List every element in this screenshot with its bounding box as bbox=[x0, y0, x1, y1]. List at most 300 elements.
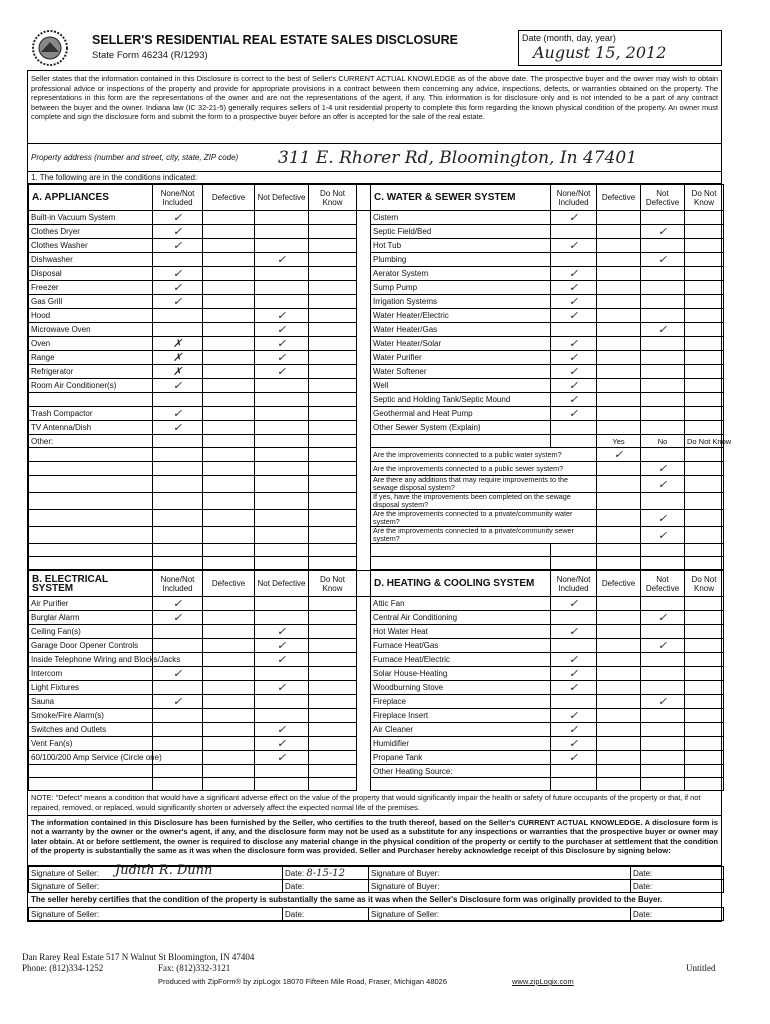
heating.rows.5.m-mark-3[interactable] bbox=[685, 667, 724, 681]
water.rows.10.m-mark-3[interactable] bbox=[685, 351, 724, 365]
heating.rows.4.m-mark-0[interactable]: ✓ bbox=[551, 653, 597, 667]
empty-cell[interactable] bbox=[255, 778, 309, 791]
water.rows.6.m-mark-1[interactable] bbox=[597, 295, 641, 309]
heating.rows.8.m-mark-1[interactable] bbox=[597, 709, 641, 723]
empty-cell[interactable] bbox=[255, 448, 309, 462]
electrical.rows.1.m-mark-2[interactable] bbox=[255, 611, 309, 625]
appliances.rows.4.m-mark-3[interactable] bbox=[309, 267, 357, 281]
water.rows.3.m-mark-1[interactable] bbox=[597, 253, 641, 267]
water.questions.3.m-mark-1[interactable] bbox=[641, 493, 685, 510]
electrical.rows.2.m-mark-0[interactable] bbox=[153, 625, 203, 639]
appliances.rows.1.m-mark-3[interactable] bbox=[309, 225, 357, 239]
heating.rows.3.m-mark-3[interactable] bbox=[685, 639, 724, 653]
appliances.rows.2.m-mark-1[interactable] bbox=[203, 239, 255, 253]
heating.rows.2.m-mark-2[interactable] bbox=[641, 625, 685, 639]
appliances.rows.0.m-mark-1[interactable] bbox=[203, 211, 255, 225]
electrical.rows.3.m-mark-1[interactable] bbox=[203, 639, 255, 653]
seller-signature-field-2[interactable]: Signature of Seller: bbox=[29, 880, 283, 893]
water.rows.13.m-mark-1[interactable] bbox=[597, 393, 641, 407]
water.rows.5.m-mark-3[interactable] bbox=[685, 281, 724, 295]
heating.rows.0.m-mark-0[interactable]: ✓ bbox=[551, 597, 597, 611]
empty-cell[interactable] bbox=[153, 510, 203, 527]
appliances.rows.0.m-mark-0[interactable]: ✓ bbox=[153, 211, 203, 225]
heating.rows.2.m-mark-0[interactable]: ✓ bbox=[551, 625, 597, 639]
water.rows.8.m-mark-1[interactable] bbox=[597, 323, 641, 337]
water.rows.10.m-mark-0[interactable]: ✓ bbox=[551, 351, 597, 365]
appliances.rows.7.m-mark-0[interactable] bbox=[153, 309, 203, 323]
water.rows.5.m-mark-2[interactable] bbox=[641, 281, 685, 295]
electrical.rows.7.m-mark-1[interactable] bbox=[203, 695, 255, 709]
heating.rows.12.m-mark-0[interactable] bbox=[551, 765, 597, 778]
water.questions.1.m-mark-0[interactable] bbox=[597, 462, 641, 476]
water.questions.1.m-mark-1[interactable]: ✓ bbox=[641, 462, 685, 476]
appliances.rows.7.m-mark-1[interactable] bbox=[203, 309, 255, 323]
electrical.rows.10.m-mark-2[interactable]: ✓ bbox=[255, 737, 309, 751]
heating.rows.3.m-mark-2[interactable]: ✓ bbox=[641, 639, 685, 653]
heating.rows.6.m-mark-2[interactable] bbox=[641, 681, 685, 695]
heating.rows.4.m-mark-1[interactable] bbox=[597, 653, 641, 667]
water.rows.2.m-mark-0[interactable]: ✓ bbox=[551, 239, 597, 253]
water.rows.0.m-mark-3[interactable] bbox=[685, 211, 724, 225]
water.rows.3.m-mark-2[interactable]: ✓ bbox=[641, 253, 685, 267]
water.rows.14.m-mark-3[interactable] bbox=[685, 407, 724, 421]
empty-cell[interactable] bbox=[685, 544, 724, 557]
water.rows.9.m-mark-3[interactable] bbox=[685, 337, 724, 351]
heating.rows.4.m-mark-3[interactable] bbox=[685, 653, 724, 667]
empty-cell[interactable] bbox=[203, 527, 255, 544]
heating.rows.11.m-mark-1[interactable] bbox=[597, 751, 641, 765]
empty-cell[interactable] bbox=[153, 544, 203, 557]
heating.rows.9.m-mark-1[interactable] bbox=[597, 723, 641, 737]
buyer-signature-field[interactable]: Signature of Buyer: bbox=[369, 867, 631, 880]
electrical.rows.7.m-mark-2[interactable] bbox=[255, 695, 309, 709]
water.rows.7.m-mark-2[interactable] bbox=[641, 309, 685, 323]
appliances.rows.12.m-mark-0[interactable]: ✓ bbox=[153, 379, 203, 393]
heating.rows.2.m-mark-3[interactable] bbox=[685, 625, 724, 639]
electrical.rows.2.m-mark-2[interactable]: ✓ bbox=[255, 625, 309, 639]
heating.rows.4.m-mark-2[interactable] bbox=[641, 653, 685, 667]
appliances.rows.1.m-mark-2[interactable] bbox=[255, 225, 309, 239]
empty-cell[interactable] bbox=[309, 765, 357, 778]
empty-cell[interactable] bbox=[255, 544, 309, 557]
appliances.rows.10.m-mark-3[interactable] bbox=[309, 351, 357, 365]
appliances.rows.9.m-mark-3[interactable] bbox=[309, 337, 357, 351]
electrical.rows.10.m-mark-0[interactable] bbox=[153, 737, 203, 751]
water.questions.3.m-mark-0[interactable] bbox=[597, 493, 641, 510]
water.rows.8.m-mark-0[interactable] bbox=[551, 323, 597, 337]
heating.rows.12.m-mark-1[interactable] bbox=[597, 765, 641, 778]
electrical.rows.0.m-mark-3[interactable] bbox=[309, 597, 357, 611]
heating.rows.7.m-mark-0[interactable] bbox=[551, 695, 597, 709]
heating.rows.11.m-mark-2[interactable] bbox=[641, 751, 685, 765]
heating.rows.6.m-mark-1[interactable] bbox=[597, 681, 641, 695]
appliances.rows.1.m-mark-0[interactable]: ✓ bbox=[153, 225, 203, 239]
appliances.rows.11.m-mark-3[interactable] bbox=[309, 365, 357, 379]
water.rows.9.m-mark-1[interactable] bbox=[597, 337, 641, 351]
property-address-value[interactable]: 311 E. Rhorer Rd, Bloomington, In 47401 bbox=[278, 148, 638, 168]
water.rows.1.m-mark-3[interactable] bbox=[685, 225, 724, 239]
appliances.rows.5.m-mark-0[interactable]: ✓ bbox=[153, 281, 203, 295]
empty-cell[interactable] bbox=[309, 527, 357, 544]
electrical.rows.10.m-mark-1[interactable] bbox=[203, 737, 255, 751]
electrical.rows.11.m-mark-3[interactable] bbox=[309, 751, 357, 765]
appliances.rows.14.m-mark-1[interactable] bbox=[203, 407, 255, 421]
appliances.rows.6.m-mark-2[interactable] bbox=[255, 295, 309, 309]
electrical.rows.0.m-mark-0[interactable]: ✓ bbox=[153, 597, 203, 611]
appliances.rows.8.m-mark-1[interactable] bbox=[203, 323, 255, 337]
heating.rows.11.m-mark-3[interactable] bbox=[685, 751, 724, 765]
electrical.rows.5.m-mark-2[interactable] bbox=[255, 667, 309, 681]
water.rows.14.m-mark-0[interactable]: ✓ bbox=[551, 407, 597, 421]
appliances.rows.6.m-mark-1[interactable] bbox=[203, 295, 255, 309]
electrical.rows.7.m-mark-3[interactable] bbox=[309, 695, 357, 709]
empty-cell[interactable] bbox=[153, 527, 203, 544]
water.rows.7.m-mark-1[interactable] bbox=[597, 309, 641, 323]
appliances.rows.12.m-mark-3[interactable] bbox=[309, 379, 357, 393]
appliances.rows.2.m-mark-0[interactable]: ✓ bbox=[153, 239, 203, 253]
buyer-date-field-2[interactable]: Date: bbox=[631, 880, 724, 893]
water.rows.11.m-mark-3[interactable] bbox=[685, 365, 724, 379]
heating.rows.2.m-mark-1[interactable] bbox=[597, 625, 641, 639]
heating.rows.11.m-mark-0[interactable]: ✓ bbox=[551, 751, 597, 765]
empty-cell[interactable] bbox=[203, 544, 255, 557]
appliances.rows.4.m-mark-1[interactable] bbox=[203, 267, 255, 281]
empty-cell[interactable] bbox=[685, 557, 724, 570]
water.rows.6.m-mark-3[interactable] bbox=[685, 295, 724, 309]
water.rows.9.m-mark-2[interactable] bbox=[641, 337, 685, 351]
seller-date-field[interactable] bbox=[283, 867, 369, 880]
water.rows.7.m-mark-3[interactable] bbox=[685, 309, 724, 323]
heating.rows.3.m-mark-1[interactable] bbox=[597, 639, 641, 653]
electrical.rows.8.m-mark-0[interactable] bbox=[153, 709, 203, 723]
water.rows.13.m-mark-0[interactable]: ✓ bbox=[551, 393, 597, 407]
appliances.rows.16.m-mark-3[interactable] bbox=[309, 435, 357, 448]
appliances.rows.13.m-mark-3[interactable] bbox=[309, 393, 357, 407]
water.rows.12.m-mark-2[interactable] bbox=[641, 379, 685, 393]
empty-cell[interactable] bbox=[255, 462, 309, 476]
appliances.rows.5.m-mark-2[interactable] bbox=[255, 281, 309, 295]
water.rows.3.m-mark-0[interactable] bbox=[551, 253, 597, 267]
appliances.rows.12.m-mark-2[interactable] bbox=[255, 379, 309, 393]
water.questions.5.m-mark-0[interactable] bbox=[597, 527, 641, 544]
appliances.rows.3.m-mark-2[interactable]: ✓ bbox=[255, 253, 309, 267]
appliances.rows.11.m-mark-2[interactable]: ✓ bbox=[255, 365, 309, 379]
appliances.rows.3.m-mark-3[interactable] bbox=[309, 253, 357, 267]
empty-cell[interactable] bbox=[551, 778, 597, 791]
water.questions.1.m-mark-2[interactable] bbox=[685, 462, 724, 476]
appliances.rows.13.m-mark-0[interactable] bbox=[153, 393, 203, 407]
water.questions.4.m-mark-1[interactable]: ✓ bbox=[641, 510, 685, 527]
water.questions.5.m-mark-2[interactable] bbox=[685, 527, 724, 544]
water.rows.15.m-mark-0[interactable] bbox=[551, 421, 597, 435]
empty-cell[interactable] bbox=[255, 527, 309, 544]
water.rows.12.m-mark-0[interactable]: ✓ bbox=[551, 379, 597, 393]
water.rows.15.m-mark-3[interactable] bbox=[685, 421, 724, 435]
appliances.rows.9.m-mark-0[interactable]: ✗ bbox=[153, 337, 203, 351]
appliances.rows.4.m-mark-2[interactable] bbox=[255, 267, 309, 281]
electrical.rows.7.m-mark-0[interactable]: ✓ bbox=[153, 695, 203, 709]
water.rows.0.m-mark-2[interactable] bbox=[641, 211, 685, 225]
appliances.rows.5.m-mark-1[interactable] bbox=[203, 281, 255, 295]
empty-cell[interactable] bbox=[641, 544, 685, 557]
electrical.rows.3.m-mark-2[interactable]: ✓ bbox=[255, 639, 309, 653]
water.rows.1.m-mark-2[interactable]: ✓ bbox=[641, 225, 685, 239]
electrical.rows.6.m-mark-0[interactable] bbox=[153, 681, 203, 695]
empty-cell[interactable] bbox=[153, 462, 203, 476]
electrical.rows.4.m-mark-3[interactable] bbox=[309, 653, 357, 667]
seller-signature-field-4[interactable]: Signature of Seller: bbox=[369, 908, 631, 921]
electrical.rows.4.m-mark-1[interactable] bbox=[203, 653, 255, 667]
water.questions.2.m-mark-1[interactable]: ✓ bbox=[641, 476, 685, 493]
empty-cell[interactable] bbox=[309, 510, 357, 527]
electrical.rows.2.m-mark-3[interactable] bbox=[309, 625, 357, 639]
appliances.rows.7.m-mark-2[interactable]: ✓ bbox=[255, 309, 309, 323]
heating.rows.5.m-mark-1[interactable] bbox=[597, 667, 641, 681]
water.questions.0.m-mark-2[interactable] bbox=[685, 448, 724, 462]
appliances.rows.14.m-mark-3[interactable] bbox=[309, 407, 357, 421]
seller-signature-field[interactable] bbox=[29, 863, 283, 880]
electrical.rows.8.m-mark-2[interactable] bbox=[255, 709, 309, 723]
water.questions.2.m-mark-2[interactable] bbox=[685, 476, 724, 493]
appliances.rows.10.m-mark-0[interactable]: ✗ bbox=[153, 351, 203, 365]
empty-cell[interactable] bbox=[203, 448, 255, 462]
empty-cell[interactable] bbox=[203, 493, 255, 510]
empty-cell[interactable] bbox=[255, 557, 309, 570]
seller-signature-field-3[interactable]: Signature of Seller: bbox=[29, 908, 283, 921]
water.rows.11.m-mark-0[interactable]: ✓ bbox=[551, 365, 597, 379]
heating.rows.1.m-mark-2[interactable]: ✓ bbox=[641, 611, 685, 625]
appliances.rows.12.m-mark-1[interactable] bbox=[203, 379, 255, 393]
appliances.rows.10.m-mark-2[interactable]: ✓ bbox=[255, 351, 309, 365]
electrical.rows.9.m-mark-0[interactable] bbox=[153, 723, 203, 737]
appliances.rows.7.m-mark-3[interactable] bbox=[309, 309, 357, 323]
appliances.rows.5.m-mark-3[interactable] bbox=[309, 281, 357, 295]
water.rows.3.m-mark-3[interactable] bbox=[685, 253, 724, 267]
buyer-date-field[interactable]: Date: bbox=[631, 867, 724, 880]
empty-cell[interactable] bbox=[685, 778, 724, 791]
heating.rows.7.m-mark-3[interactable] bbox=[685, 695, 724, 709]
empty-cell[interactable] bbox=[153, 448, 203, 462]
electrical.rows.10.m-mark-3[interactable] bbox=[309, 737, 357, 751]
water.rows.2.m-mark-1[interactable] bbox=[597, 239, 641, 253]
heating.rows.7.m-mark-1[interactable] bbox=[597, 695, 641, 709]
appliances.rows.16.m-mark-0[interactable] bbox=[153, 435, 203, 448]
water.rows.4.m-mark-1[interactable] bbox=[597, 267, 641, 281]
appliances.rows.13.m-mark-1[interactable] bbox=[203, 393, 255, 407]
heating.rows.10.m-mark-1[interactable] bbox=[597, 737, 641, 751]
water.rows.15.m-mark-2[interactable] bbox=[641, 421, 685, 435]
water.rows.9.m-mark-0[interactable]: ✓ bbox=[551, 337, 597, 351]
water.rows.1.m-mark-0[interactable] bbox=[551, 225, 597, 239]
heating.rows.8.m-mark-0[interactable]: ✓ bbox=[551, 709, 597, 723]
empty-cell[interactable] bbox=[551, 557, 597, 570]
seller-date-field-3[interactable]: Date: bbox=[283, 908, 369, 921]
water.rows.1.m-mark-1[interactable] bbox=[597, 225, 641, 239]
seller-date-field-2[interactable]: Date: bbox=[283, 880, 369, 893]
water.rows.5.m-mark-0[interactable]: ✓ bbox=[551, 281, 597, 295]
appliances.rows.15.m-mark-3[interactable] bbox=[309, 421, 357, 435]
appliances.rows.13.m-mark-2[interactable] bbox=[255, 393, 309, 407]
electrical.rows.1.m-mark-3[interactable] bbox=[309, 611, 357, 625]
electrical.rows.5.m-mark-3[interactable] bbox=[309, 667, 357, 681]
water.rows.15.m-mark-1[interactable] bbox=[597, 421, 641, 435]
empty-cell[interactable] bbox=[255, 493, 309, 510]
water.rows.6.m-mark-2[interactable] bbox=[641, 295, 685, 309]
electrical.rows.1.m-mark-0[interactable]: ✓ bbox=[153, 611, 203, 625]
electrical.rows.5.m-mark-1[interactable] bbox=[203, 667, 255, 681]
electrical.rows.9.m-mark-1[interactable] bbox=[203, 723, 255, 737]
water.rows.12.m-mark-3[interactable] bbox=[685, 379, 724, 393]
water.questions.4.m-mark-2[interactable] bbox=[685, 510, 724, 527]
appliances.rows.4.m-mark-0[interactable]: ✓ bbox=[153, 267, 203, 281]
water.questions.2.m-mark-0[interactable] bbox=[597, 476, 641, 493]
appliances.rows.11.m-mark-0[interactable]: ✗ bbox=[153, 365, 203, 379]
empty-cell[interactable] bbox=[309, 448, 357, 462]
heating.rows.1.m-mark-3[interactable] bbox=[685, 611, 724, 625]
appliances.rows.9.m-mark-2[interactable]: ✓ bbox=[255, 337, 309, 351]
ziplogix-link[interactable]: www.zipLogix.com bbox=[512, 977, 574, 986]
appliances.rows.8.m-mark-3[interactable] bbox=[309, 323, 357, 337]
electrical.rows.9.m-mark-2[interactable]: ✓ bbox=[255, 723, 309, 737]
water.rows.8.m-mark-2[interactable]: ✓ bbox=[641, 323, 685, 337]
water.questions.5.m-mark-1[interactable]: ✓ bbox=[641, 527, 685, 544]
heating.rows.5.m-mark-0[interactable]: ✓ bbox=[551, 667, 597, 681]
empty-cell[interactable] bbox=[203, 510, 255, 527]
electrical.rows.4.m-mark-2[interactable]: ✓ bbox=[255, 653, 309, 667]
water.rows.2.m-mark-2[interactable] bbox=[641, 239, 685, 253]
heating.rows.0.m-mark-2[interactable] bbox=[641, 597, 685, 611]
water.rows.14.m-mark-1[interactable] bbox=[597, 407, 641, 421]
heating.rows.12.m-mark-2[interactable] bbox=[641, 765, 685, 778]
water.rows.5.m-mark-1[interactable] bbox=[597, 281, 641, 295]
appliances.rows.8.m-mark-0[interactable] bbox=[153, 323, 203, 337]
water.rows.13.m-mark-3[interactable] bbox=[685, 393, 724, 407]
empty-cell[interactable] bbox=[203, 778, 255, 791]
appliances.rows.11.m-mark-1[interactable] bbox=[203, 365, 255, 379]
heating.rows.9.m-mark-3[interactable] bbox=[685, 723, 724, 737]
water.questions.0.m-mark-1[interactable] bbox=[641, 448, 685, 462]
appliances.rows.15.m-mark-1[interactable] bbox=[203, 421, 255, 435]
empty-cell[interactable] bbox=[255, 765, 309, 778]
heating.rows.10.m-mark-2[interactable] bbox=[641, 737, 685, 751]
heating.rows.10.m-mark-3[interactable] bbox=[685, 737, 724, 751]
heating.rows.1.m-mark-0[interactable] bbox=[551, 611, 597, 625]
electrical.rows.0.m-mark-2[interactable] bbox=[255, 597, 309, 611]
water.rows.11.m-mark-1[interactable] bbox=[597, 365, 641, 379]
water.rows.14.m-mark-2[interactable] bbox=[641, 407, 685, 421]
appliances.rows.9.m-mark-1[interactable] bbox=[203, 337, 255, 351]
water.rows.10.m-mark-2[interactable] bbox=[641, 351, 685, 365]
heating.rows.8.m-mark-3[interactable] bbox=[685, 709, 724, 723]
appliances.rows.0.m-mark-3[interactable] bbox=[309, 211, 357, 225]
empty-cell[interactable] bbox=[203, 765, 255, 778]
electrical.rows.8.m-mark-3[interactable] bbox=[309, 709, 357, 723]
water.rows.8.m-mark-3[interactable] bbox=[685, 323, 724, 337]
heating.rows.9.m-mark-2[interactable] bbox=[641, 723, 685, 737]
empty-cell[interactable] bbox=[255, 510, 309, 527]
empty-cell[interactable] bbox=[153, 765, 203, 778]
electrical.rows.11.m-mark-1[interactable] bbox=[203, 751, 255, 765]
empty-cell[interactable] bbox=[203, 476, 255, 493]
appliances.rows.2.m-mark-2[interactable] bbox=[255, 239, 309, 253]
appliances.rows.1.m-mark-1[interactable] bbox=[203, 225, 255, 239]
heating.rows.3.m-mark-0[interactable] bbox=[551, 639, 597, 653]
appliances.rows.16.m-mark-2[interactable] bbox=[255, 435, 309, 448]
electrical.rows.11.m-mark-2[interactable]: ✓ bbox=[255, 751, 309, 765]
empty-cell[interactable] bbox=[153, 476, 203, 493]
empty-cell[interactable] bbox=[641, 778, 685, 791]
electrical.rows.2.m-mark-1[interactable] bbox=[203, 625, 255, 639]
heating.rows.9.m-mark-0[interactable]: ✓ bbox=[551, 723, 597, 737]
empty-cell[interactable] bbox=[153, 493, 203, 510]
empty-cell[interactable] bbox=[309, 778, 357, 791]
electrical.rows.8.m-mark-1[interactable] bbox=[203, 709, 255, 723]
electrical.rows.6.m-mark-3[interactable] bbox=[309, 681, 357, 695]
electrical.rows.1.m-mark-1[interactable] bbox=[203, 611, 255, 625]
empty-cell[interactable] bbox=[597, 778, 641, 791]
empty-cell[interactable] bbox=[255, 476, 309, 493]
empty-cell[interactable] bbox=[309, 557, 357, 570]
electrical.rows.9.m-mark-3[interactable] bbox=[309, 723, 357, 737]
empty-cell[interactable] bbox=[203, 462, 255, 476]
water.rows.0.m-mark-1[interactable] bbox=[597, 211, 641, 225]
appliances.rows.14.m-mark-0[interactable]: ✓ bbox=[153, 407, 203, 421]
heating.rows.8.m-mark-2[interactable] bbox=[641, 709, 685, 723]
empty-cell[interactable] bbox=[309, 476, 357, 493]
appliances.rows.16.m-mark-1[interactable] bbox=[203, 435, 255, 448]
heating.rows.7.m-mark-2[interactable]: ✓ bbox=[641, 695, 685, 709]
heating.rows.12.m-mark-3[interactable] bbox=[685, 765, 724, 778]
appliances.rows.0.m-mark-2[interactable] bbox=[255, 211, 309, 225]
heating.rows.0.m-mark-1[interactable] bbox=[597, 597, 641, 611]
water.questions.0.m-mark-0[interactable]: ✓ bbox=[597, 448, 641, 462]
water.questions.4.m-mark-0[interactable] bbox=[597, 510, 641, 527]
appliances.rows.8.m-mark-2[interactable]: ✓ bbox=[255, 323, 309, 337]
empty-cell[interactable] bbox=[597, 544, 641, 557]
buyer-signature-field-2[interactable]: Signature of Buyer: bbox=[369, 880, 631, 893]
electrical.rows.3.m-mark-3[interactable] bbox=[309, 639, 357, 653]
empty-cell[interactable] bbox=[309, 462, 357, 476]
appliances.rows.3.m-mark-1[interactable] bbox=[203, 253, 255, 267]
water.rows.13.m-mark-2[interactable] bbox=[641, 393, 685, 407]
appliances.rows.15.m-mark-2[interactable] bbox=[255, 421, 309, 435]
heating.rows.10.m-mark-0[interactable]: ✓ bbox=[551, 737, 597, 751]
appliances.rows.15.m-mark-0[interactable]: ✓ bbox=[153, 421, 203, 435]
empty-cell[interactable] bbox=[551, 544, 597, 557]
heating.rows.5.m-mark-2[interactable] bbox=[641, 667, 685, 681]
water.rows.0.m-mark-0[interactable]: ✓ bbox=[551, 211, 597, 225]
empty-cell[interactable] bbox=[153, 557, 203, 570]
appliances.rows.6.m-mark-0[interactable]: ✓ bbox=[153, 295, 203, 309]
appliances.rows.14.m-mark-2[interactable] bbox=[255, 407, 309, 421]
electrical.rows.3.m-mark-0[interactable] bbox=[153, 639, 203, 653]
heating.rows.1.m-mark-1[interactable] bbox=[597, 611, 641, 625]
date-value[interactable]: August 15, 2012 bbox=[533, 43, 667, 62]
empty-cell[interactable] bbox=[153, 778, 203, 791]
heating.rows.0.m-mark-3[interactable] bbox=[685, 597, 724, 611]
water.rows.10.m-mark-1[interactable] bbox=[597, 351, 641, 365]
water.rows.7.m-mark-0[interactable]: ✓ bbox=[551, 309, 597, 323]
heating.rows.6.m-mark-0[interactable]: ✓ bbox=[551, 681, 597, 695]
appliances.rows.3.m-mark-0[interactable] bbox=[153, 253, 203, 267]
water.rows.2.m-mark-3[interactable] bbox=[685, 239, 724, 253]
appliances.rows.6.m-mark-3[interactable] bbox=[309, 295, 357, 309]
electrical.rows.5.m-mark-0[interactable]: ✓ bbox=[153, 667, 203, 681]
water.rows.11.m-mark-2[interactable] bbox=[641, 365, 685, 379]
empty-cell[interactable] bbox=[203, 557, 255, 570]
electrical.rows.6.m-mark-2[interactable]: ✓ bbox=[255, 681, 309, 695]
heating.rows.6.m-mark-3[interactable] bbox=[685, 681, 724, 695]
